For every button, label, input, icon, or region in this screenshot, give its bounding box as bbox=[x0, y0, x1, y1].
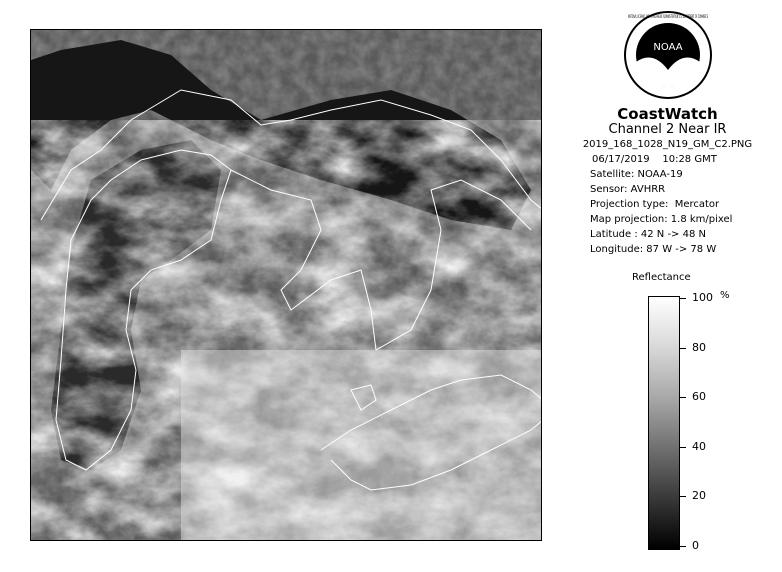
datetime: 06/17/2019 10:28 GMT bbox=[592, 154, 717, 165]
latitude-range: Latitude : 42 N -> 48 N bbox=[590, 229, 706, 240]
map-projection: Map projection: 1.8 km/pixel bbox=[590, 214, 733, 225]
colorbar-tick-label: 80 bbox=[692, 340, 706, 354]
filename: 2019_168_1028_N19_GM_C2.PNG bbox=[582, 139, 753, 150]
satellite-image bbox=[30, 29, 542, 541]
colorbar-tick-mark bbox=[680, 397, 686, 398]
noaa-logo bbox=[623, 10, 713, 100]
colorbar-tick-label: 20 bbox=[692, 489, 706, 503]
colorbar-tick-mark bbox=[680, 546, 686, 547]
colorbar-tick-mark bbox=[680, 496, 686, 497]
brand-title: CoastWatch bbox=[617, 105, 718, 123]
info-panel bbox=[560, 10, 775, 257]
colorbar-tick-mark bbox=[680, 447, 686, 448]
cloud-bright-patch bbox=[181, 350, 542, 541]
channel-label: Channel 2 Near IR bbox=[608, 122, 727, 137]
sensor: Sensor: AVHRR bbox=[590, 184, 666, 195]
colorbar-tick-label: 100 bbox=[692, 291, 713, 304]
colorbar-tick-mark bbox=[680, 348, 686, 349]
logo-ring-text: NATIONAL OCEANIC AND ATMOSPHERIC ADMINISTRATION U.S. DEPARTMENT OF COMMERCE bbox=[627, 14, 708, 19]
colorbar-tick-label: 40 bbox=[692, 439, 706, 453]
legend-title: Reflectance bbox=[632, 272, 691, 283]
logo-text: NOAA bbox=[652, 42, 683, 53]
satellite-map-svg bbox=[31, 30, 542, 541]
colorbar-tick-label: 0 bbox=[692, 539, 699, 552]
reflectance-colorbar bbox=[648, 296, 680, 550]
legend-unit: % bbox=[720, 290, 730, 301]
longitude-range: Longitude: 87 W -> 78 W bbox=[590, 244, 717, 255]
projection-type: Projection type: Mercator bbox=[590, 199, 720, 210]
colorbar-tick-label: 60 bbox=[692, 390, 706, 404]
satellite: Satellite: NOAA-19 bbox=[590, 169, 683, 180]
colorbar-tick-mark bbox=[680, 298, 686, 299]
